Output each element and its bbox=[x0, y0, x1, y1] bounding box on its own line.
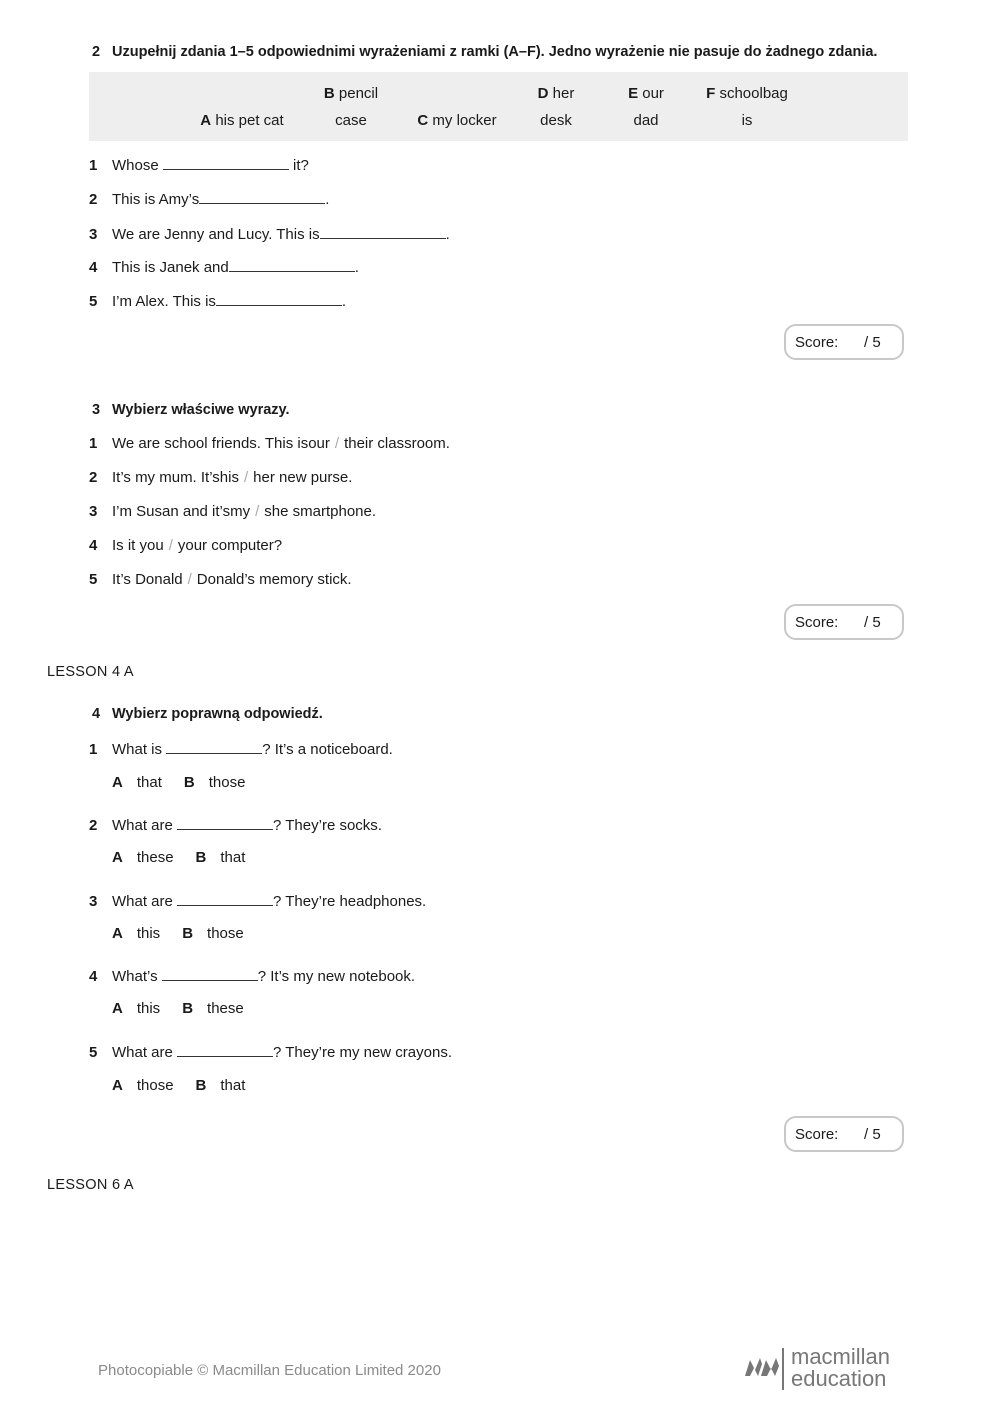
exercise-instruction: Uzupełnij zdania 1–5 odpowiednimi wyrażeniami z ramki (A–F). Jedno wyrażenie nie pasuje do żadnego zdania. bbox=[112, 44, 878, 60]
option-text-line2: dad bbox=[633, 112, 659, 129]
option-b-letter: B bbox=[182, 1000, 194, 1017]
lesson-heading: LESSON 6 A bbox=[47, 1177, 134, 1193]
option-text: our bbox=[642, 85, 664, 102]
option-text-line2: case bbox=[335, 112, 367, 129]
option-letter: F bbox=[706, 85, 716, 102]
option-text: pencil bbox=[338, 85, 379, 102]
option-a[interactable]: those bbox=[136, 1077, 174, 1094]
logo-line-2: education bbox=[791, 1366, 887, 1391]
option-letter: C bbox=[417, 112, 429, 129]
item-text-after: . bbox=[341, 293, 347, 310]
item-number: 2 bbox=[89, 817, 98, 834]
option-a-letter: A bbox=[112, 774, 123, 791]
word-box-option-a bbox=[197, 107, 287, 134]
item-text: We are Jenny and Lucy. This is bbox=[112, 226, 320, 243]
item-text-after: ? It’s my new notebook. bbox=[257, 968, 416, 985]
item-text: What are bbox=[112, 817, 173, 834]
exercise-4-item bbox=[89, 966, 415, 985]
item-text: It’s my mum. It’s bbox=[112, 469, 220, 486]
choice-option-2[interactable]: their bbox=[344, 435, 374, 452]
answer-blank[interactable] bbox=[177, 815, 273, 830]
exercise-3-item bbox=[89, 537, 282, 554]
choice-option-2[interactable]: Donald’s bbox=[196, 571, 255, 588]
option-a-letter: A bbox=[112, 1000, 123, 1017]
exercise-2-item bbox=[89, 189, 329, 208]
option-b-letter: B bbox=[195, 849, 207, 866]
logo-divider bbox=[782, 1348, 784, 1390]
item-text: It’s bbox=[112, 571, 131, 588]
item-text-after: ? They’re my new crayons. bbox=[273, 1044, 452, 1061]
exercise-2-item bbox=[89, 257, 359, 276]
option-letter: E bbox=[628, 85, 639, 102]
lesson-heading: LESSON 4 A bbox=[47, 664, 134, 680]
answer-blank[interactable] bbox=[177, 1042, 273, 1057]
item-number: 5 bbox=[89, 1044, 98, 1061]
exercise-3-item bbox=[89, 435, 450, 452]
item-number: 4 bbox=[89, 259, 98, 276]
choice-option-1[interactable]: his bbox=[219, 469, 239, 486]
choice-option-2[interactable]: her bbox=[253, 469, 275, 486]
answer-blank[interactable] bbox=[199, 189, 325, 204]
word-box-option-f bbox=[695, 80, 799, 134]
item-number: 1 bbox=[89, 435, 98, 452]
item-text-after: memory stick. bbox=[259, 571, 352, 588]
choice-separator: / bbox=[168, 537, 173, 554]
exercise-instruction: Wybierz poprawną odpowiedź. bbox=[112, 706, 323, 722]
word-box-option-b bbox=[311, 80, 391, 134]
word-box bbox=[89, 72, 908, 141]
choice-separator: / bbox=[255, 503, 260, 520]
item-number: 4 bbox=[89, 537, 98, 554]
answer-blank[interactable] bbox=[229, 257, 355, 272]
item-number: 2 bbox=[89, 191, 98, 208]
exercise-3-title bbox=[92, 402, 290, 418]
score-box bbox=[784, 1116, 904, 1152]
item-number: 3 bbox=[89, 226, 98, 243]
option-text: his pet cat bbox=[215, 112, 284, 129]
exercise-number: 3 bbox=[92, 402, 101, 418]
answer-options bbox=[112, 1000, 244, 1017]
answer-blank[interactable] bbox=[162, 966, 258, 981]
exercise-2-title bbox=[92, 44, 877, 60]
answer-blank[interactable] bbox=[320, 224, 446, 239]
exercise-2-item bbox=[89, 155, 309, 174]
choice-separator: / bbox=[187, 571, 192, 588]
choice-option-1[interactable]: our bbox=[308, 435, 330, 452]
answer-options bbox=[112, 774, 245, 791]
exercise-instruction: Wybierz właściwe wyrazy. bbox=[112, 402, 290, 418]
option-a[interactable]: that bbox=[136, 774, 162, 791]
answer-blank[interactable] bbox=[177, 891, 273, 906]
item-number: 4 bbox=[89, 968, 98, 985]
answer-blank[interactable] bbox=[216, 291, 342, 306]
exercise-2-item bbox=[89, 291, 346, 310]
item-text-after: it? bbox=[293, 157, 309, 174]
option-b[interactable]: these bbox=[207, 1000, 244, 1017]
item-text: This is Amy’s bbox=[112, 191, 200, 208]
score-box bbox=[784, 324, 904, 360]
item-text: I’m Alex. This is bbox=[112, 293, 216, 310]
option-a[interactable]: this bbox=[136, 1000, 161, 1017]
score-label: Score: bbox=[795, 334, 839, 351]
option-letter: B bbox=[323, 85, 335, 102]
option-text: schoolbag bbox=[719, 85, 788, 102]
item-text: This is Janek and bbox=[112, 259, 229, 276]
answer-options bbox=[112, 849, 245, 866]
option-letter: A bbox=[200, 112, 212, 129]
item-number: 3 bbox=[89, 893, 98, 910]
item-number: 3 bbox=[89, 503, 98, 520]
option-b[interactable]: that bbox=[220, 1077, 246, 1094]
item-text: We are school friends. This is bbox=[112, 435, 309, 452]
item-text: Is it bbox=[112, 537, 136, 554]
score-out-of: / 5 bbox=[864, 334, 881, 351]
exercise-4-item bbox=[89, 815, 382, 834]
item-number: 5 bbox=[89, 571, 98, 588]
item-text-after: smartphone. bbox=[292, 503, 377, 520]
option-text-line2: is bbox=[741, 112, 753, 129]
exercise-3-item bbox=[89, 503, 376, 520]
item-text: What’s bbox=[112, 968, 158, 985]
exercise-4-item bbox=[89, 739, 393, 758]
item-text-after: classroom. bbox=[377, 435, 450, 452]
logo-wordmark bbox=[791, 1346, 890, 1390]
macmillan-mark-icon bbox=[744, 1352, 780, 1382]
choice-separator: / bbox=[243, 469, 249, 486]
exercise-number: 2 bbox=[92, 44, 101, 60]
item-text: What are bbox=[112, 893, 173, 910]
item-number: 5 bbox=[89, 293, 98, 310]
word-box-option-c bbox=[411, 107, 503, 134]
macmillan-logo bbox=[744, 1346, 904, 1392]
exercise-4-title bbox=[92, 706, 323, 722]
item-text-after: computer? bbox=[211, 537, 283, 554]
exercise-3-item bbox=[89, 571, 352, 588]
exercise-3-item bbox=[89, 469, 352, 486]
exercise-4-item bbox=[89, 1042, 452, 1061]
option-b-letter: B bbox=[183, 774, 195, 791]
item-text-after: . bbox=[445, 226, 450, 243]
choice-option-1[interactable]: Donald bbox=[135, 571, 183, 588]
option-text: my locker bbox=[432, 112, 497, 129]
option-a-letter: A bbox=[112, 1077, 123, 1094]
exercise-2-item bbox=[89, 224, 450, 243]
choice-option-1[interactable]: you bbox=[139, 537, 164, 554]
option-a[interactable]: these bbox=[136, 849, 174, 866]
exercise-number: 4 bbox=[92, 706, 101, 722]
choice-separator: / bbox=[334, 435, 340, 452]
item-text-after: new purse. bbox=[279, 469, 353, 486]
option-text: her bbox=[552, 85, 575, 102]
option-b-letter: B bbox=[182, 925, 194, 942]
word-box-option-d bbox=[519, 80, 593, 134]
item-text-after: . bbox=[354, 259, 359, 276]
item-number: 1 bbox=[89, 741, 98, 758]
score-out-of: / 5 bbox=[864, 1126, 881, 1143]
answer-options bbox=[112, 1077, 245, 1094]
score-label: Score: bbox=[795, 1126, 839, 1143]
option-b[interactable]: those bbox=[207, 925, 244, 942]
choice-option-2[interactable]: she bbox=[264, 503, 289, 520]
item-text-after: ? They’re headphones. bbox=[273, 893, 427, 910]
answer-blank[interactable] bbox=[163, 155, 289, 170]
option-b[interactable]: those bbox=[208, 774, 246, 791]
option-a-letter: A bbox=[112, 849, 123, 866]
logo-line-1: macmillan bbox=[791, 1344, 891, 1369]
option-b[interactable]: that bbox=[220, 849, 246, 866]
item-number: 1 bbox=[89, 157, 98, 174]
score-out-of: / 5 bbox=[864, 614, 881, 631]
item-text: What are bbox=[112, 1044, 173, 1061]
item-text-after: . bbox=[325, 191, 330, 208]
score-box bbox=[784, 604, 904, 640]
word-box-option-e bbox=[609, 80, 683, 134]
choice-option-1[interactable]: my bbox=[230, 503, 251, 520]
choice-option-2[interactable]: your bbox=[177, 537, 208, 554]
answer-blank[interactable] bbox=[166, 739, 262, 754]
item-text-after: ? It’s a noticeboard. bbox=[262, 741, 393, 758]
item-text-after: ? They’re socks. bbox=[273, 817, 382, 834]
option-a-letter: A bbox=[112, 925, 123, 942]
item-text: I’m Susan and it’s bbox=[112, 503, 231, 520]
option-text-line2: desk bbox=[540, 112, 572, 129]
answer-options bbox=[112, 925, 244, 942]
option-a[interactable]: this bbox=[136, 925, 161, 942]
item-number: 2 bbox=[89, 469, 98, 486]
score-label: Score: bbox=[795, 614, 839, 631]
item-text: What is bbox=[112, 741, 163, 758]
copyright-notice: Photocopiable © Macmillan Education Limited 2020 bbox=[98, 1362, 441, 1379]
option-letter: D bbox=[537, 85, 549, 102]
item-text: Whose bbox=[112, 157, 159, 174]
exercise-4-item bbox=[89, 891, 426, 910]
option-b-letter: B bbox=[195, 1077, 207, 1094]
